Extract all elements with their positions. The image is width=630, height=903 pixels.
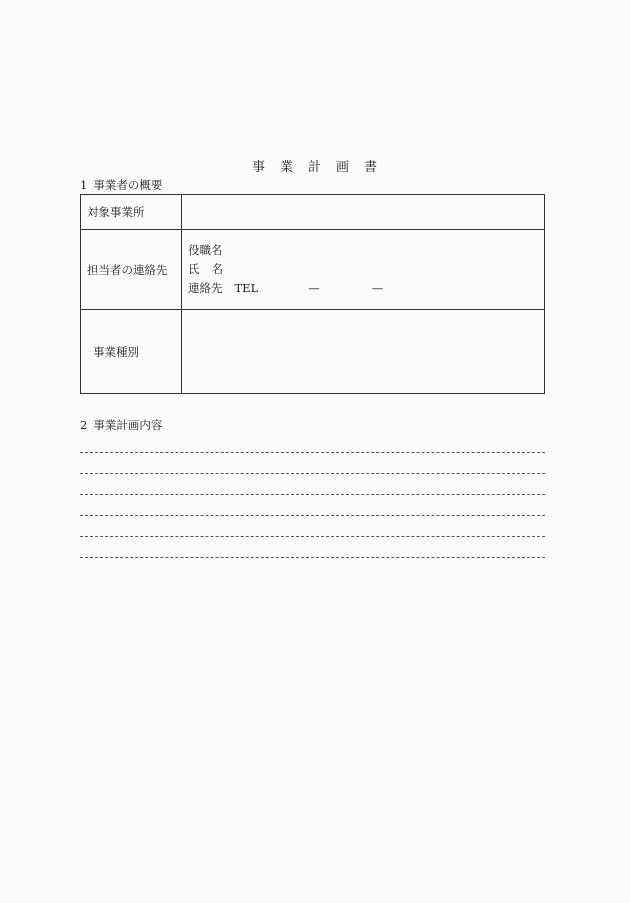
section-2-number: 2 bbox=[80, 418, 88, 432]
plan-content-line[interactable] bbox=[80, 494, 545, 495]
tel-dash-1: — bbox=[308, 281, 320, 295]
name-label-1: 氏 bbox=[188, 262, 200, 276]
plan-content-line[interactable] bbox=[80, 515, 545, 516]
section-1-heading bbox=[80, 177, 162, 193]
target-office-label: 対象事業所 bbox=[81, 195, 182, 230]
position-label: 役職名 bbox=[188, 243, 223, 257]
name-line bbox=[188, 260, 538, 279]
plan-content-line[interactable] bbox=[80, 473, 545, 474]
plan-content-line[interactable] bbox=[80, 557, 545, 558]
tel-dash-2: — bbox=[371, 281, 384, 295]
target-office-field[interactable] bbox=[182, 195, 545, 230]
plan-content-line[interactable] bbox=[80, 452, 545, 453]
contact-sub-label: 連絡先 bbox=[188, 281, 223, 295]
contact-label: 担当者の連絡先 bbox=[81, 230, 182, 310]
business-type-field[interactable] bbox=[182, 310, 545, 394]
section-2-title: 事業計画内容 bbox=[93, 418, 163, 432]
position-line bbox=[188, 241, 538, 260]
section-1-number: 1 bbox=[80, 178, 88, 192]
contact-row bbox=[81, 230, 545, 310]
business-overview-table bbox=[80, 194, 545, 394]
business-type-label: 事業種別 bbox=[81, 310, 182, 394]
plan-content-lines bbox=[80, 452, 545, 578]
section-1-title: 事業者の概要 bbox=[93, 178, 163, 192]
business-type-row bbox=[81, 310, 545, 394]
contact-lines bbox=[188, 241, 538, 298]
name-label-2: 名 bbox=[211, 262, 223, 276]
document-title: 事 業 計 画 書 bbox=[251, 160, 378, 175]
contact-field[interactable] bbox=[182, 230, 545, 310]
section-2-heading bbox=[80, 417, 162, 433]
tel-label: TEL bbox=[234, 281, 259, 295]
target-office-row bbox=[81, 195, 545, 230]
phone-line bbox=[188, 279, 538, 298]
plan-content-line[interactable] bbox=[80, 536, 545, 537]
